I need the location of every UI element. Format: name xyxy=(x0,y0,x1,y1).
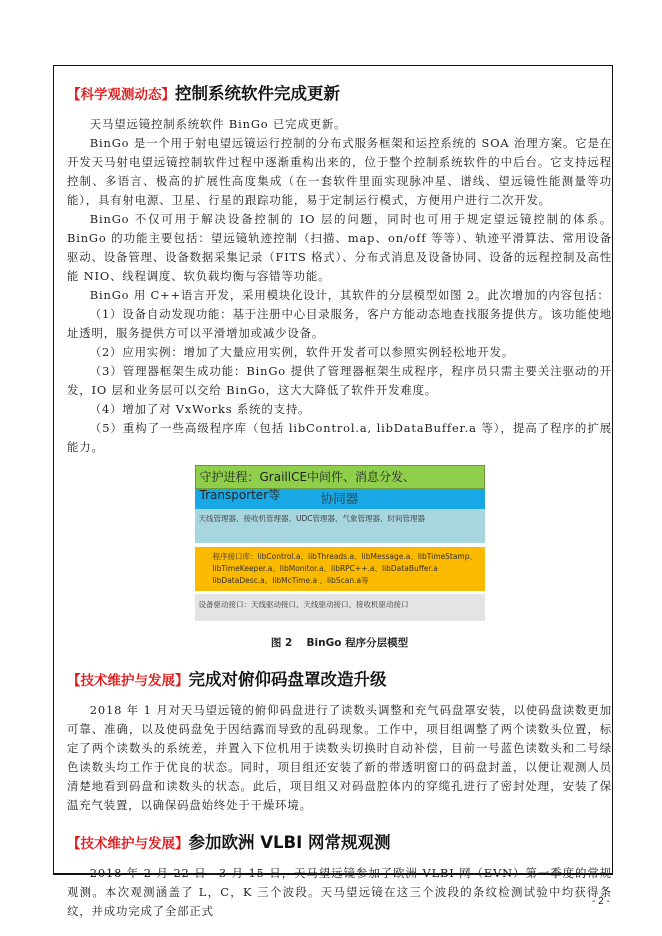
section-heading xyxy=(67,80,612,108)
paragraph: （3）管理器框架生成功能：BinGo 提供了管理器框架生成程序，程序员只需主要关注驱动的开发，IO 层和业务层可以交给 BinGo，这大大降低了软件开发难度。 xyxy=(67,364,612,397)
section-title: 控制系统软件完成更新 xyxy=(175,84,340,103)
paragraph: （4）增加了对 VxWorks 系统的支持。 xyxy=(89,402,311,416)
paragraph: BinGo 用 C++语言开发，采用模块化设计，其软件的分层模型如图 2。此次增加的内容包括： xyxy=(89,288,610,302)
section-title: 参加欧洲 VLBI 网常规观测 xyxy=(188,833,391,852)
paragraph: （5）重构了一些高级程序库（包括 libControl.a, libDataBuffer.a 等），提高了程序的扩展能力。 xyxy=(67,421,612,454)
layer-coordinator: 协同器 xyxy=(195,489,485,509)
section-title: 完成对俯仰码盘罩改造升级 xyxy=(188,670,387,689)
figure-caption: 图 2 BinGo 程序分层模型 xyxy=(270,637,409,649)
layer-diagram xyxy=(195,465,485,621)
paragraph: BinGo 不仅可用于解决设备控制的 IO 层的问题，同时也可用于规定望远镜控制的体系。BinGo 的功能主要包括：望远镜轨迹控制（扫描、map、on/off 等等）、轨迹平滑算法、常用设备驱动、设备管理、设备数据采集记录（FITS 格式）、分布式消息及设备协同、设备的远程控制及高性能 NIO、线程调度、软负载均衡与容错等功能。 xyxy=(67,212,612,283)
page-content xyxy=(67,80,612,921)
paragraph: （1）设备自动发现功能：基于注册中心目录服务，客户方能动态地查找服务提供方。该功能使地址透明，服务提供方可以平滑增加或减少设备。 xyxy=(67,307,613,340)
paragraph: 天马望远镜控制系统软件 BinGo 已完成更新。 xyxy=(89,117,347,131)
page-number: - 2 - xyxy=(592,896,610,907)
section-tag: 【科学观测动态】 xyxy=(67,87,175,103)
section-tag: 【技术维护与发展】 xyxy=(67,673,189,689)
layer-daemon: 守护进程：GraillCE中间件、消息分发、Transporter等 xyxy=(195,465,485,489)
layer-managers: 天线管理器、接收机管理器、UDC管理器、气象管理器、时间管理器 xyxy=(195,509,485,543)
paragraph: 2018 年 1 月对天马望远镜的俯仰码盘进行了读数头调整和充气码盘罩安装，以使码盘读数更加可靠、准确，以及使码盘免于因结露而导致的乱码现象。工作中，项目组调整了两个读数头位置，标定了两个读数头的系统差，并置入下位机用于读数头切换时自动补偿，目前一号蓝色读数头和二号绿色读数头均工作于优良的状态。同时，项目组还安装了新的带透明窗口的码盘封盖，以便让观测人员清楚地看到码盘和读数头的状态。此后，项目组又对码盘腔体内的穿缆孔进行了密封处理，安装了保温充气装置，以确保码盘始终处于干燥环境。 xyxy=(67,703,612,812)
paragraph: 2018 年 2 月 22 日—3 月 15 日，天马望远镜参加了欧洲 VLBI 网（EVN）第一季度的常规观测。本次观测涵盖了 L，C，K 三个波段。天马望远镜在这三个波段的条纹检测试验中均获得条纹，并成功完成了全部正式 xyxy=(67,866,612,918)
paragraph: BinGo 是一个用于射电望远镜运行控制的分布式服务框架和运控系统的 SOA 治理方案。它是在开发天马射电望远镜控制软件过程中逐渐重构出来的，位于整个控制系统软件的中后台。它支持远程控制、多语言、极高的扩展性高度集成（在一套软件里面实现脉冲星、谱线、望远镜性能测量等功能），具有射电源、卫星、行星的跟踪功能，易于定制运行模式，方便用户进行二次开发。 xyxy=(67,136,612,207)
layer-libraries: 程序接口库：libControl.a、libThreads.a、libMessage.a、libTimeStamp、libTimeKeeper.a、libMonitor.a、libRPC++.a、libDataBuffer.a libDataDesc.a、libMcTime.a 、libScan.a等 xyxy=(195,543,485,591)
section-heading xyxy=(67,666,612,694)
section-tag: 【技术维护与发展】 xyxy=(67,836,189,852)
paragraph: （2）应用实例：增加了大量应用实例，软件开发者可以参照实例轻松地开发。 xyxy=(89,345,515,359)
section-heading xyxy=(67,829,612,857)
layer-drivers: 设备驱动接口：天线驱动接口、天线驱动接口、接收机驱动接口 xyxy=(195,591,485,621)
